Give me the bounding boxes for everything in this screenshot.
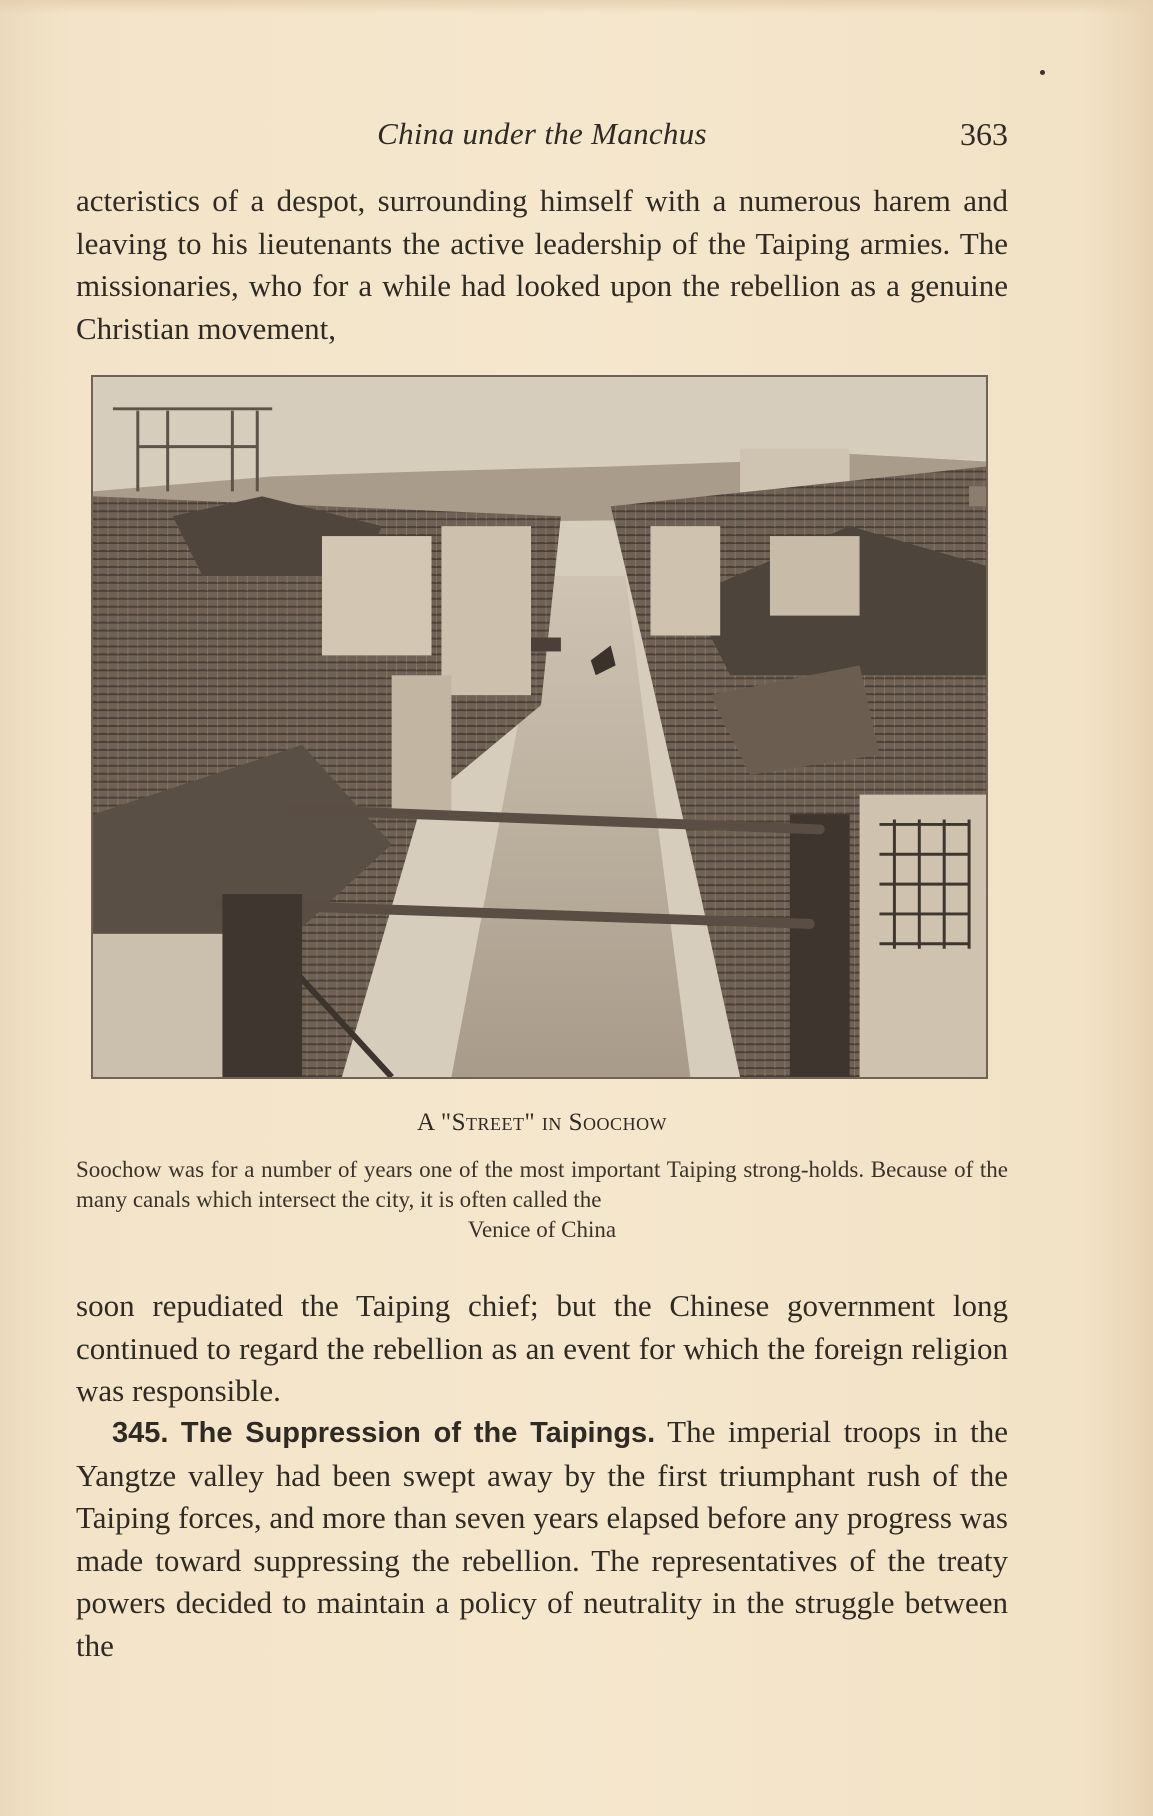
section-number: 345. <box>112 1417 169 1449</box>
page-number: 363 <box>960 116 1008 152</box>
running-head <box>76 116 1008 160</box>
ink-speck <box>1040 70 1045 75</box>
paragraph-3-text: The imperial troops in the Yangtze valley had been swept away by the first triumphant rush of the Taiping forces, and more than seven years elapsed before any progress was made toward suppressing the rebellion. The representatives of the treaty powers decided to maintain a policy of neutrality in the struggle between the <box>76 1414 1008 1663</box>
caption-title-text: A "Street" in Soochow <box>416 1109 668 1136</box>
canal-photograph <box>91 375 988 1079</box>
caption-body-last-line: Venice of China <box>467 1217 617 1242</box>
paragraph-1: acteristics of a despot, surrounding himself with a numerous harem and leaving to his lieutenants the active leadership of the Taiping armies. The missionaries, who for a while had looked upon the rebellion as a genuine Christian movement, <box>76 183 1008 346</box>
paragraph-2: soon repudiated the Taiping chief; but the Chinese government long continued to regard the rebellion as an event for which the foreign religion was responsible. <box>76 1288 1008 1408</box>
figure-caption-title <box>76 1109 1008 1137</box>
paragraph-3 <box>76 1411 1008 1667</box>
canal-photo-illustration <box>93 377 986 1077</box>
figure-caption-body <box>76 1155 1008 1245</box>
running-title: China under the Manchus <box>377 116 707 151</box>
page-edge <box>0 0 1153 14</box>
caption-body-line: Soochow was for a number of years one of the most important Taiping strong-holds. Because of the many canals which intersect the city, it is often called the <box>76 1157 1008 1212</box>
section-heading: The Suppression of the Taipings. <box>180 1417 656 1449</box>
